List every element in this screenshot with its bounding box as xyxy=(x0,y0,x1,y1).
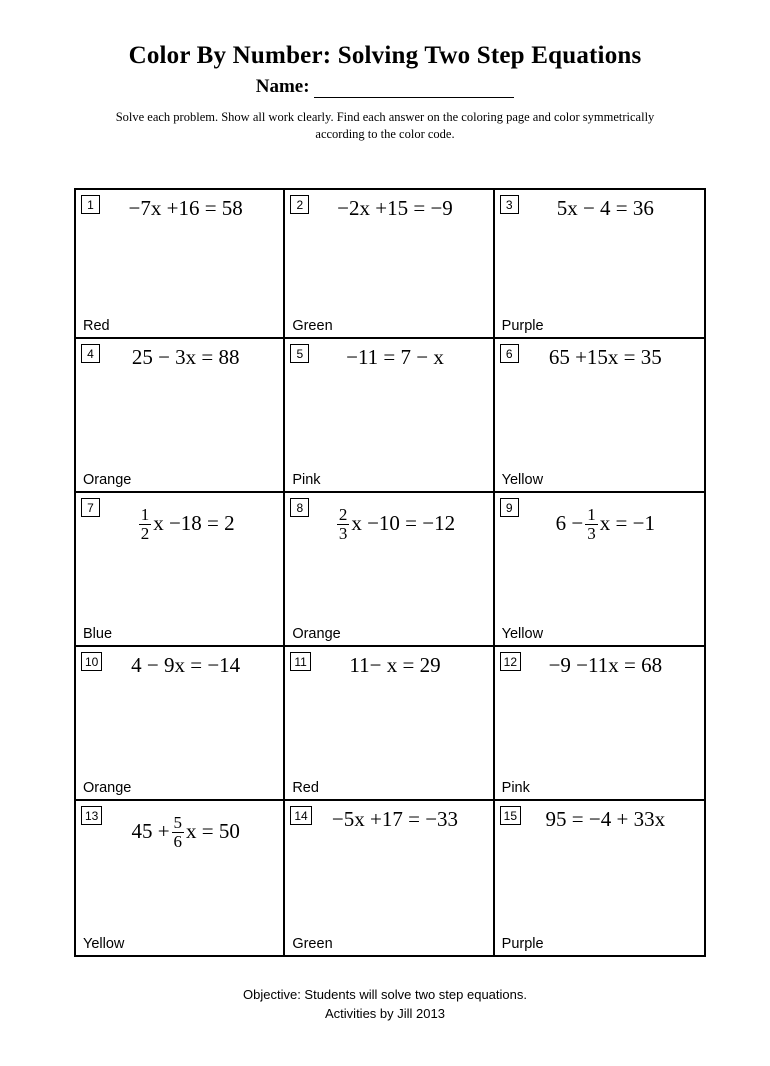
problem-row xyxy=(76,339,704,493)
problem-cell[interactable] xyxy=(285,339,494,493)
footer xyxy=(0,986,770,1024)
problem-color-label: Yellow xyxy=(501,625,544,642)
fraction xyxy=(585,506,598,543)
problem-equation xyxy=(76,815,283,852)
fraction-denominator: 2 xyxy=(140,523,150,543)
problem-color-label: Pink xyxy=(501,779,530,796)
fraction-numerator: 1 xyxy=(587,505,596,524)
problem-number: 14 xyxy=(290,806,311,825)
problem-equation: −9 −11x = 68 xyxy=(548,653,663,677)
problem-cell[interactable] xyxy=(495,190,704,339)
problem-color-label: Yellow xyxy=(501,471,544,488)
problem-color-label: Green xyxy=(292,317,333,334)
problem-number: 15 xyxy=(500,806,521,825)
equation-prefix: 45 + xyxy=(131,819,170,844)
fraction-numerator: 2 xyxy=(338,505,348,524)
equation-prefix: 6 − xyxy=(555,511,584,536)
fraction-denominator: 3 xyxy=(338,523,348,543)
problem-color-label: Yellow xyxy=(83,935,125,952)
problem-number: 1 xyxy=(81,195,100,214)
problem-equation: 65 +15x = 35 xyxy=(548,345,662,369)
problem-grid xyxy=(74,188,706,957)
name-input-blank[interactable] xyxy=(314,80,514,98)
equation-suffix: x = −1 xyxy=(599,511,655,536)
fraction xyxy=(337,506,350,543)
problem-cell[interactable] xyxy=(76,190,285,339)
equation-suffix: x = 50 xyxy=(186,819,240,844)
fraction-numerator: 5 xyxy=(173,813,183,832)
problem-number: 5 xyxy=(290,344,309,363)
problem-number: 13 xyxy=(81,806,102,825)
problem-color-label: Red xyxy=(83,317,110,334)
problem-row xyxy=(76,647,704,801)
problem-color-label: Pink xyxy=(292,471,321,488)
problem-equation: 11− x = 29 xyxy=(349,653,441,677)
fraction-denominator: 6 xyxy=(173,831,183,851)
problem-number: 8 xyxy=(290,498,309,517)
problem-equation: −2x +15 = −9 xyxy=(337,196,453,220)
problem-row xyxy=(76,493,704,647)
problem-color-label: Red xyxy=(292,779,319,796)
problem-cell[interactable] xyxy=(495,647,704,801)
problem-cell[interactable] xyxy=(285,647,494,801)
objective-text: Objective: Students will solve two step equations. xyxy=(243,987,527,1003)
problem-number: 4 xyxy=(81,344,100,363)
problem-row xyxy=(76,801,704,955)
credit-text: Activities by Jill 2013 xyxy=(325,1006,445,1022)
problem-number: 2 xyxy=(290,195,309,214)
problem-color-label: Orange xyxy=(83,471,132,488)
problem-equation: 5x − 4 = 36 xyxy=(556,196,654,220)
problem-cell[interactable] xyxy=(495,801,704,955)
problem-cell[interactable] xyxy=(285,493,494,647)
problem-number: 11 xyxy=(290,652,310,671)
problem-equation: −11 = 7 − x xyxy=(346,345,444,369)
directions-text: Solve each problem. Show all work clearly. Find each answer on the coloring page and color symmetrically according to the color code. xyxy=(115,110,655,141)
problem-color-label: Orange xyxy=(292,625,341,642)
problem-equation: 25 − 3x = 88 xyxy=(131,345,240,369)
name-line xyxy=(0,76,770,98)
problem-equation: −5x +17 = −33 xyxy=(331,807,459,831)
problem-equation: −7x +16 = 58 xyxy=(128,196,243,220)
problem-number: 6 xyxy=(500,344,519,363)
problem-equation xyxy=(495,507,704,544)
problem-number: 9 xyxy=(500,498,519,517)
problem-cell[interactable] xyxy=(495,339,704,493)
fraction xyxy=(139,506,152,543)
fraction-denominator: 3 xyxy=(587,523,596,543)
equation-suffix: x −10 = −12 xyxy=(351,511,456,536)
problem-cell[interactable] xyxy=(76,801,285,955)
problem-number: 12 xyxy=(500,652,521,671)
problem-cell[interactable] xyxy=(285,801,494,955)
problem-cell[interactable] xyxy=(76,339,285,493)
problem-cell[interactable] xyxy=(495,493,704,647)
equation-suffix: x −18 = 2 xyxy=(153,511,235,536)
fraction-numerator: 1 xyxy=(140,505,150,524)
problem-equation xyxy=(285,507,492,544)
page-title: Color By Number: Solving Two Step Equations xyxy=(128,42,642,69)
problem-number: 7 xyxy=(81,498,100,517)
problem-cell[interactable] xyxy=(285,190,494,339)
worksheet-page xyxy=(0,42,770,1066)
problem-row xyxy=(76,190,704,339)
problem-number: 3 xyxy=(500,195,519,214)
problem-equation xyxy=(76,507,283,544)
problem-equation: 4 − 9x = −14 xyxy=(131,653,241,677)
problem-color-label: Green xyxy=(292,935,333,952)
name-label: Name: xyxy=(255,76,310,97)
problem-cell[interactable] xyxy=(76,647,285,801)
problem-equation: 95 = −4 + 33x xyxy=(545,807,666,831)
problem-color-label: Orange xyxy=(83,779,132,796)
problem-cell[interactable] xyxy=(76,493,285,647)
problem-number: 10 xyxy=(81,652,102,671)
problem-color-label: Purple xyxy=(501,317,544,334)
problem-color-label: Blue xyxy=(83,625,113,642)
fraction xyxy=(172,814,185,851)
problem-color-label: Purple xyxy=(501,935,544,952)
